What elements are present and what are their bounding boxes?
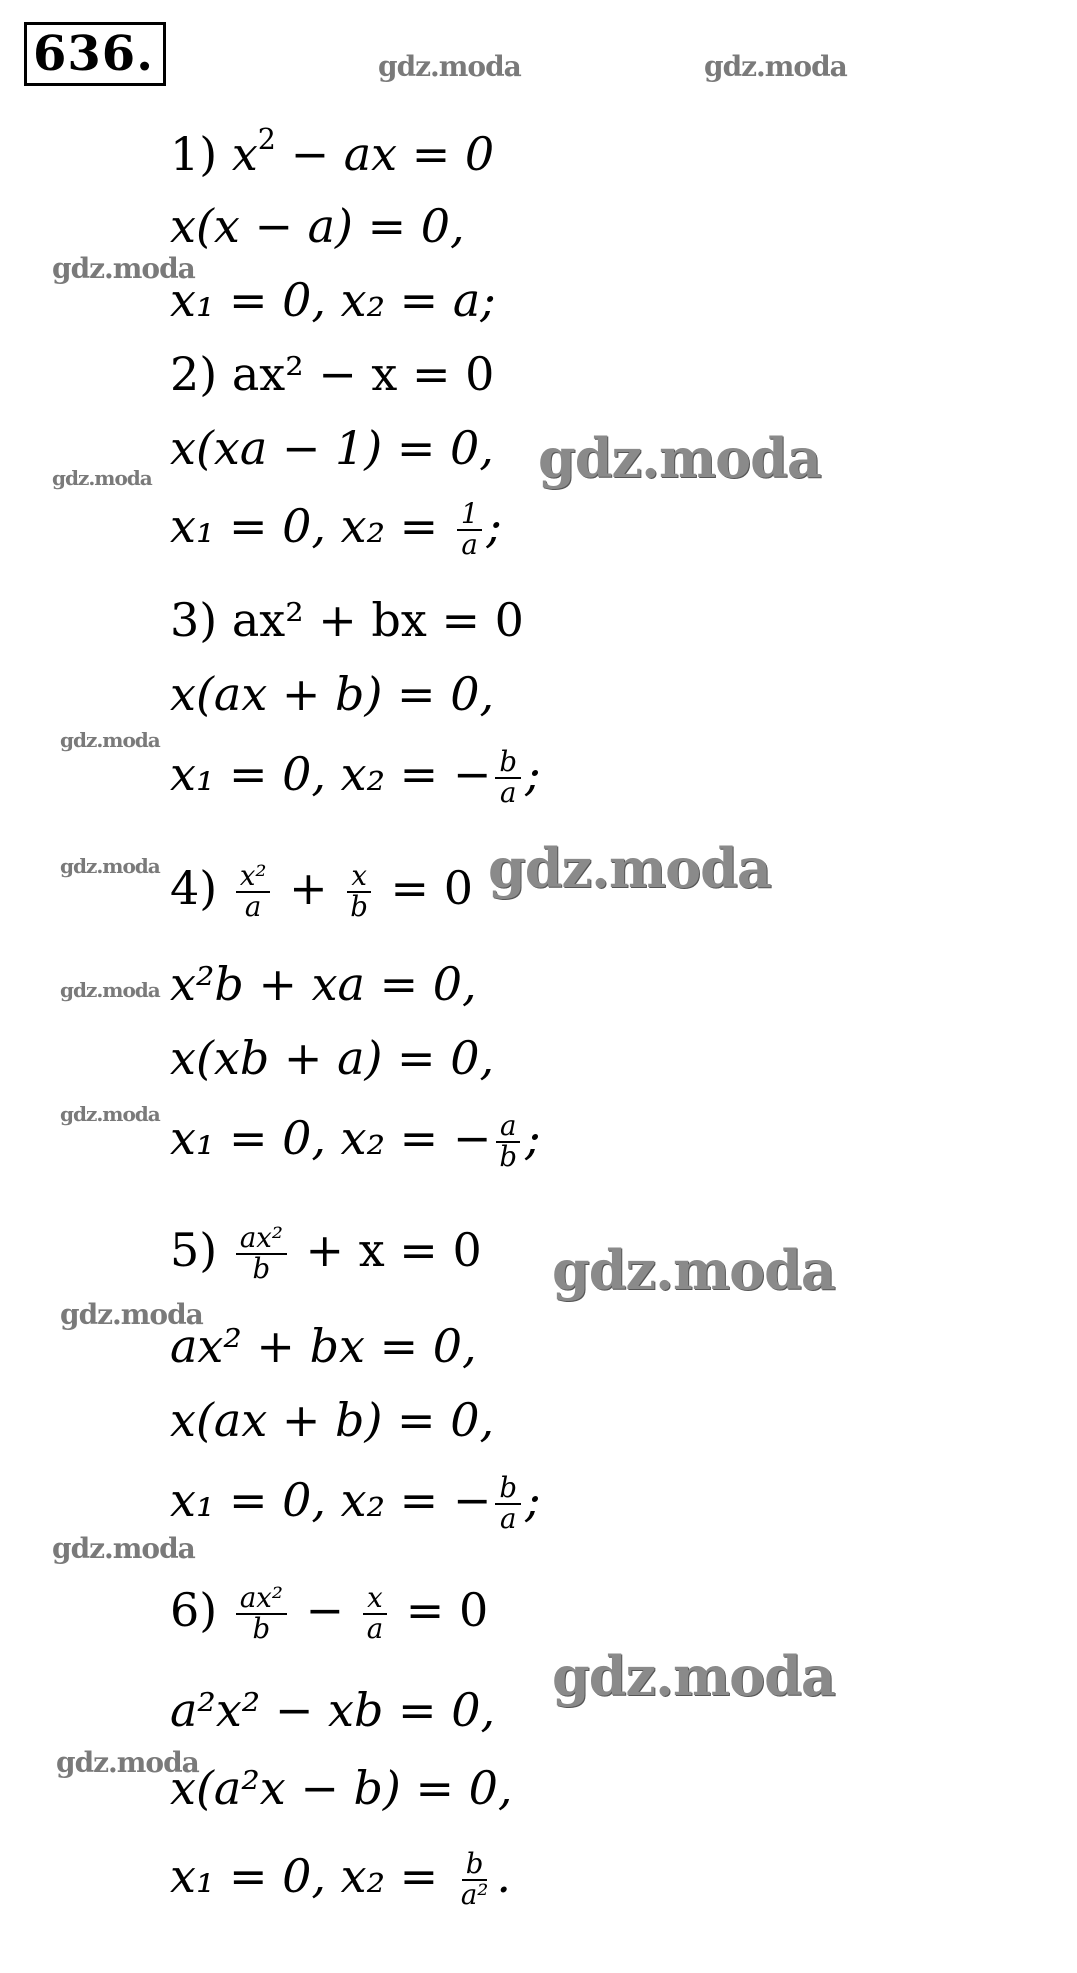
equation-line-4: 2) ax² − x = 0: [170, 347, 495, 401]
watermark: gdz.moda: [704, 50, 847, 83]
equation-line-11: x²b + xa = 0,: [170, 957, 477, 1011]
watermark: gdz.moda: [52, 466, 152, 490]
equation-line-10: 4) $\frac{\text{x²}}{a}$ + $\frac{x}{b}$ = 0: [170, 859, 473, 923]
equation-line-20: x(a²x − b) = 0,: [170, 1761, 513, 1815]
watermark: gdz.moda: [538, 426, 821, 490]
watermark: gdz.moda: [378, 50, 521, 83]
watermark: gdz.moda: [56, 1746, 199, 1779]
equation-line-17: x₁ = 0, x₂ = − $\frac{b}{a}$ ;: [170, 1471, 541, 1535]
watermark: gdz.moda: [488, 836, 771, 900]
equation-line-13: x₁ = 0, x₂ = − $\frac{a}{b}$ ;: [170, 1109, 541, 1173]
equation-line-6: x₁ = 0, x₂ = $\frac{1}{a}$ ;: [170, 497, 502, 561]
watermark: gdz.moda: [60, 1298, 203, 1331]
watermark: gdz.moda: [552, 1644, 835, 1708]
watermark: gdz.moda: [60, 728, 160, 752]
equation-line-3: x₁ = 0, x₂ = a;: [170, 273, 496, 327]
equation-line-7: 3) ax² + bx = 0: [170, 593, 524, 647]
equation-line-12: x(xb + a) = 0,: [170, 1031, 495, 1085]
watermark: gdz.moda: [60, 1102, 160, 1126]
equation-line-1: 1) $x^2$ − ax = 0: [170, 123, 495, 181]
problem-number: 636.: [33, 26, 154, 82]
equation-line-18: 6) $\frac{\text{ax²}}{b}$ − $\frac{x}{a}$ = 0: [170, 1581, 489, 1645]
equation-line-21: x₁ = 0, x₂ = $\frac{b}{\text{a²}}$ .: [170, 1847, 511, 1911]
equation-line-16: x(ax + b) = 0,: [170, 1393, 495, 1447]
equation-line-2: x(x − a) = 0,: [170, 199, 465, 253]
equation-line-8: x(ax + b) = 0,: [170, 667, 495, 721]
watermark: gdz.moda: [552, 1238, 835, 1302]
watermark: gdz.moda: [52, 1532, 195, 1565]
equation-line-5: x(xa − 1) = 0,: [170, 421, 494, 475]
equation-line-14: 5) $\frac{\text{ax²}}{b}$ + x = 0: [170, 1221, 482, 1285]
watermark: gdz.moda: [60, 854, 160, 878]
equation-line-9: x₁ = 0, x₂ = − $\frac{b}{a}$ ;: [170, 745, 541, 809]
watermark: gdz.moda: [52, 252, 195, 285]
equation-line-15: ax² + bx = 0,: [170, 1319, 477, 1373]
equation-line-19: a²x² − xb = 0,: [170, 1683, 496, 1737]
watermark: gdz.moda: [60, 978, 160, 1002]
